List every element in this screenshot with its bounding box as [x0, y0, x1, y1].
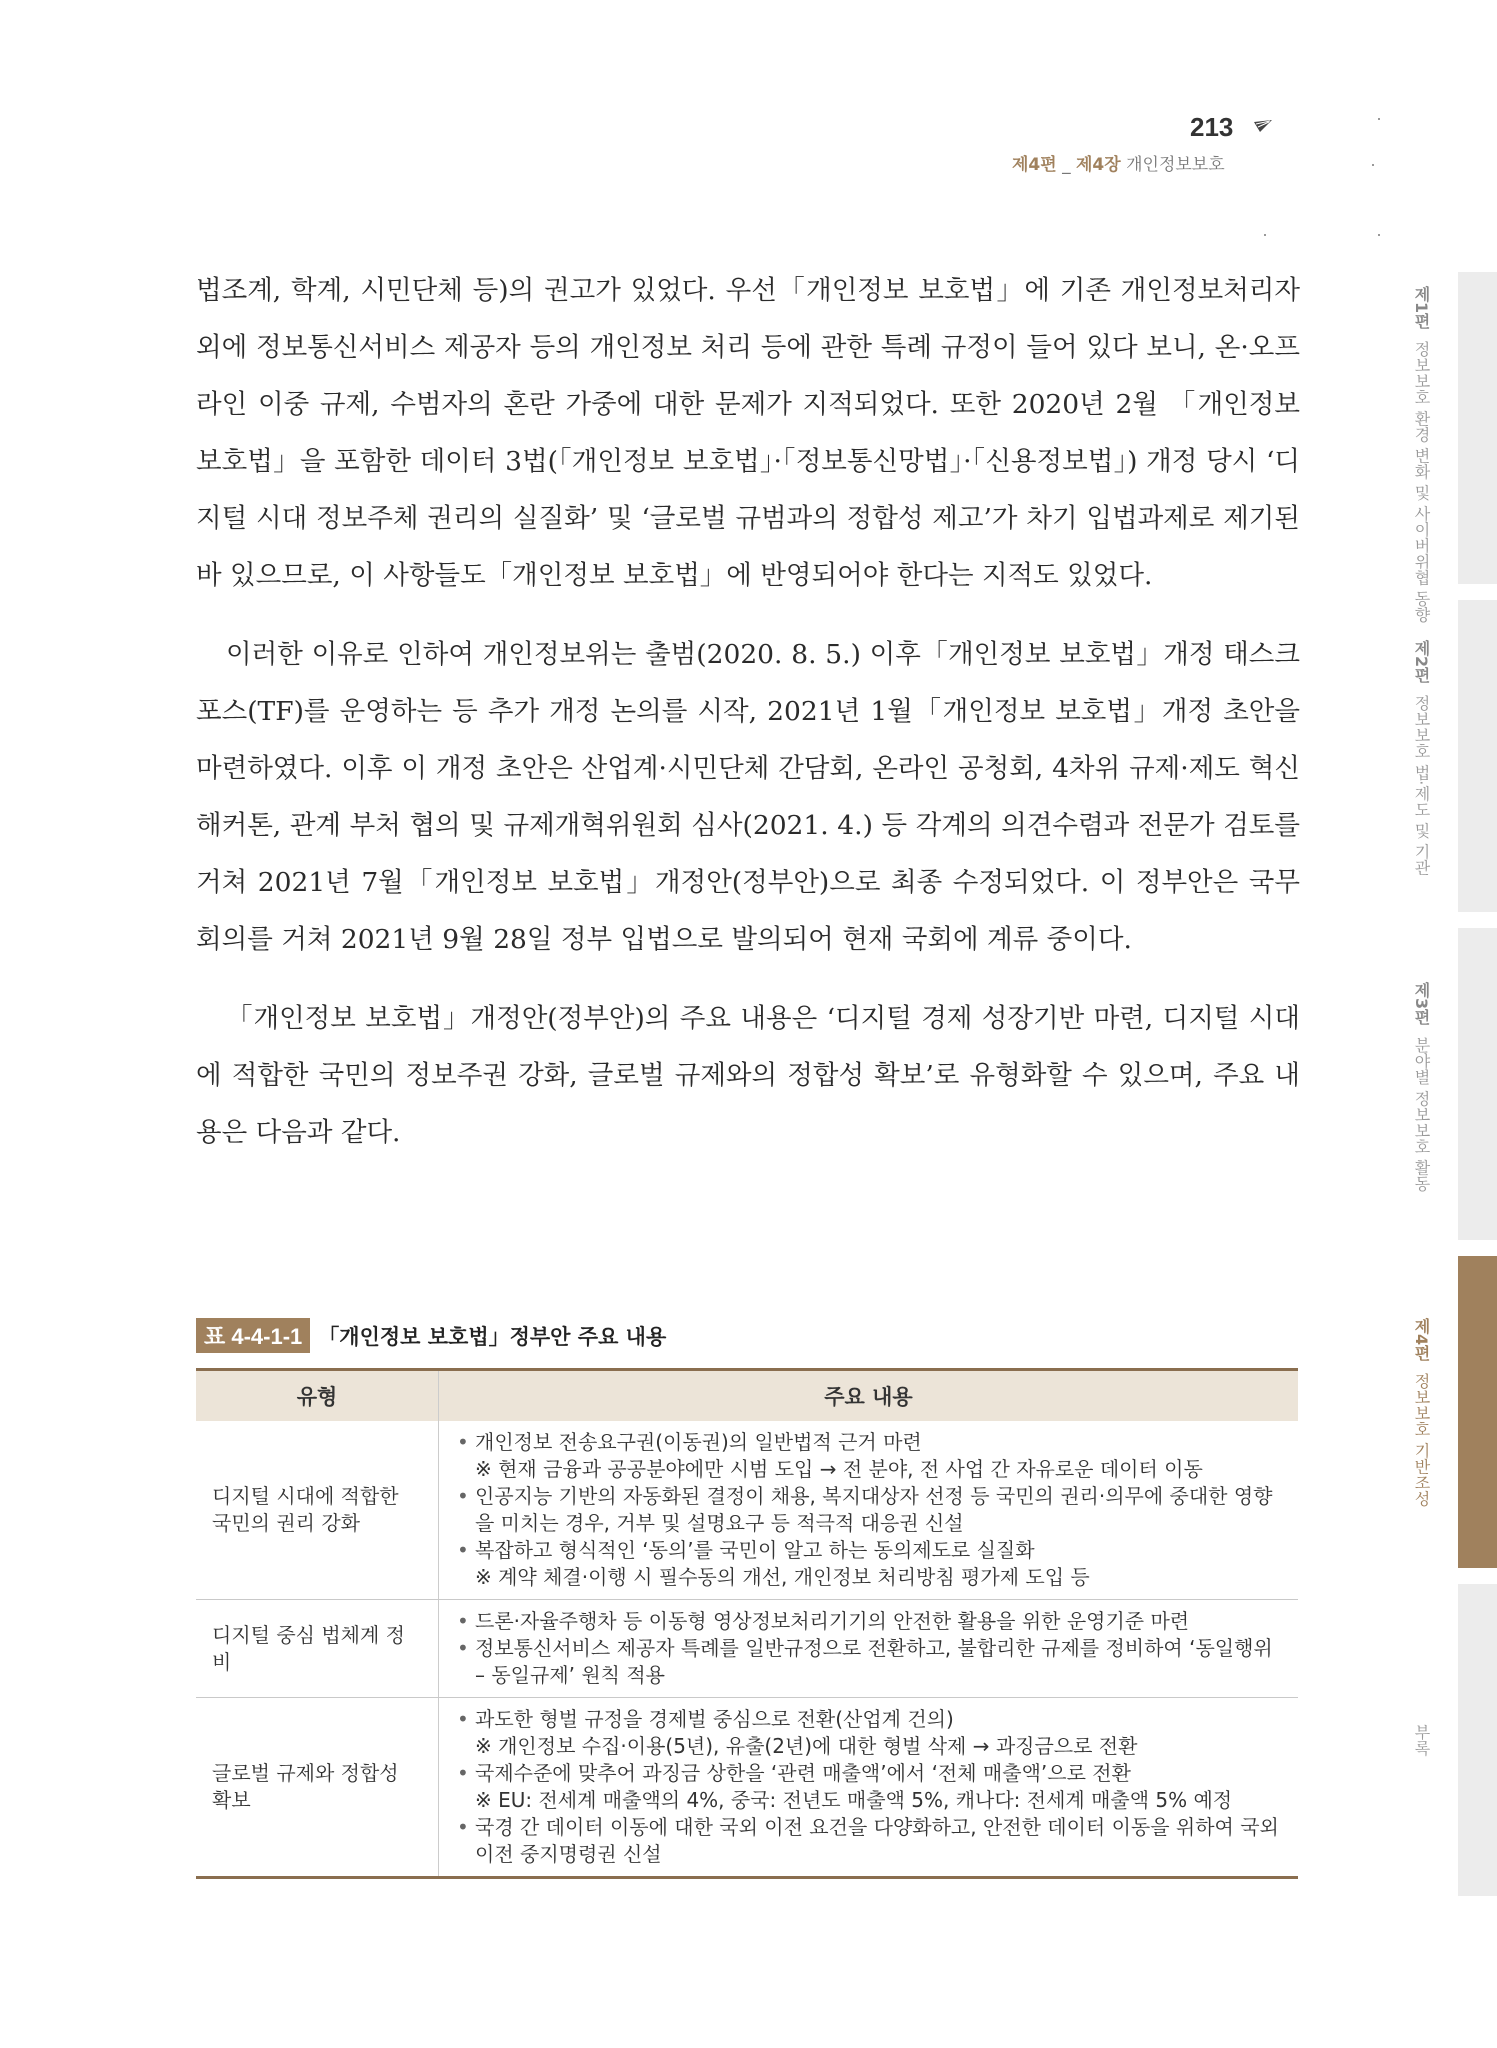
paragraph: 이러한 이유로 인하여 개인정보위는 출범(2020. 8. 5.) 이후「개인정보 보호법」개정 태스크포스(TF)를 운영하는 등 추가 개정 논의를 시작, 2021년 1월「개인정보 보호법」개정 초안을 마련하였다. 이후 이 개정 초안은 산업계·시민단체 간담회, 온라인 공청회, 4차위 규제·제도 혁신 해커톤, 관계 부처 협의 및 규제개혁위원회 심사(2021. 4.) 등 각계의 의견수렴과 전문가 검토를 거쳐 2021년 7월「개인정보 보호법」개정안(정부안)으로 최종 수정되었다. 이 정부안은 국무회의를 거쳐 2021년 9월 28일 정부 입법으로 발의되어 현재 국회에 계류 중이다.: [196, 639, 1300, 955]
decorative-dot: [1372, 164, 1374, 166]
decorative-dot: [1264, 234, 1266, 236]
list-item: • 개인정보 전송요구권(이동권)의 일반법적 근거 마련: [457, 1429, 1284, 1456]
list-item: • 정보통신서비스 제공자 특례를 일반규정으로 전환하고, 불합리한 규제를 정비하여 ‘동일행위 – 동일규제’ 원칙 적용: [457, 1635, 1284, 1689]
breadcrumb-chapter: 제4장: [1076, 155, 1121, 175]
table-row: [196, 1698, 1298, 1878]
list-item: • 과도한 형벌 규정을 경제벌 중심으로 전환(산업계 건의): [457, 1706, 1284, 1733]
summary-table: [196, 1368, 1298, 1879]
type-cell: 디지털 시대에 적합한 국민의 권리 강화: [196, 1421, 439, 1600]
side-tab-label-part3: 제3편분야별 정보보호 활동: [1412, 982, 1431, 1192]
body-text: [196, 262, 1300, 1161]
table-title: 「개인정보 보호법」정부안 주요 내용: [318, 1324, 667, 1349]
breadcrumb: [1012, 150, 1225, 175]
list-item: • 국제수준에 맞추어 과징금 상한을 ‘관련 매출액’에서 ‘전체 매출액’으로 전환: [457, 1760, 1284, 1787]
note-item: ※ EU: 전세계 매출액의 4%, 중국: 전년도 매출액 5%, 캐나다: 전세계 매출액 5% 예정: [475, 1788, 1233, 1812]
breadcrumb-separator: _: [1062, 155, 1071, 175]
list-item: • 복잡하고 형식적인 ‘동의’를 국민이 알고 하는 동의제도로 실질화: [457, 1537, 1284, 1564]
side-tab-part1[interactable]: [1458, 272, 1497, 584]
column-header: 주요 내용: [439, 1370, 1299, 1422]
table-caption: [196, 1318, 666, 1353]
list-item: • 드론·자율주행차 등 이동형 영상정보처리기기의 안전한 활용을 위한 운영기준 마련: [457, 1608, 1284, 1635]
side-tab-appendix[interactable]: [1458, 1584, 1497, 1896]
list-item: • 국경 간 데이터 이동에 대한 국외 이전 요건을 다양화하고, 안전한 데이터 이동을 위하여 국외 이전 중지명령권 신설: [457, 1814, 1284, 1868]
page-number: 213: [1190, 112, 1234, 142]
paragraph: 법조계, 학계, 시민단체 등)의 권고가 있었다. 우선「개인정보 보호법」에 기존 개인정보처리자 외에 정보통신서비스 제공자 등의 개인정보 처리 등에 관한 특례 규정이 들어 있다 보니, 온·오프라인 이중 규제, 수범자의 혼란 가중에 대한 문제가 지적되었다. 또한 2020년 2월 「개인정보 보호법」을 포함한 데이터 3법(「개인정보 보호법」·「정보통신망법」·「신용정보법」) 개정 당시 ‘디지털 시대 정보주체 권리의 실질화’ 및 ‘글로벌 규범과의 정합성 제고’가 차기 입법과제로 제기된 바 있으므로, 이 사항들도「개인정보 보호법」에 반영되어야 한다는 지적도 있었다.: [196, 275, 1300, 591]
breadcrumb-part: 제4편: [1012, 155, 1057, 175]
note-item: ※ 개인정보 수집·이용(5년), 유출(2년)에 대한 형벌 삭제 → 과징금으로 전환: [475, 1734, 1138, 1758]
side-tab-part4[interactable]: [1458, 1256, 1497, 1568]
column-header: 유형: [196, 1370, 439, 1422]
page-corner-mark-icon: [1254, 120, 1274, 134]
list-item: • 인공지능 기반의 자동화된 결정이 채용, 복지대상자 선정 등 국민의 권리·의무에 중대한 영향을 미치는 경우, 거부 및 설명요구 등 적극적 대응권 신설: [457, 1483, 1284, 1537]
side-tab-label-appendix: 부록: [1412, 1724, 1431, 1756]
decorative-dot: [1378, 234, 1380, 236]
content-cell: [439, 1421, 1299, 1600]
note-item: ※ 계약 체결·이행 시 필수동의 개선, 개인정보 처리방침 평가제 도입 등: [475, 1565, 1090, 1589]
type-cell: 디지털 중심 법체계 정비: [196, 1600, 439, 1698]
content-cell: [439, 1698, 1299, 1878]
table-row: [196, 1600, 1298, 1698]
table-header-row: [196, 1370, 1298, 1422]
side-tab-part3[interactable]: [1458, 928, 1497, 1240]
side-tab-label-part4: 제4편정보보호 기반조성: [1412, 1318, 1431, 1507]
side-tab-label-part2: 제2편정보보호 법·제도 및 기관: [1412, 640, 1431, 876]
paragraph: 「개인정보 보호법」개정안(정부안)의 주요 내용은 ‘디지털 경제 성장기반 마련, 디지털 시대에 적합한 국민의 정보주권 강화, 글로벌 규제와의 정합성 확보’로 유형화할 수 있으며, 주요 내용은 다음과 같다.: [196, 1003, 1300, 1148]
decorative-dot: [1378, 118, 1380, 120]
side-tab-part2[interactable]: [1458, 600, 1497, 912]
content-cell: [439, 1600, 1299, 1698]
table-row: [196, 1421, 1298, 1600]
type-cell: 글로벌 규제와 정합성 확보: [196, 1698, 439, 1878]
breadcrumb-chapter-title: 개인정보보호: [1126, 155, 1225, 175]
note-item: ※ 현재 금융과 공공분야에만 시범 도입 → 전 분야, 전 사업 간 자유로운 데이터 이동: [475, 1457, 1203, 1481]
table-number-badge: 표 4-4-1-1: [196, 1318, 310, 1353]
side-tab-label-part1: 제1편정보보호 환경 변화 및 사이버위협 동향: [1412, 286, 1431, 623]
